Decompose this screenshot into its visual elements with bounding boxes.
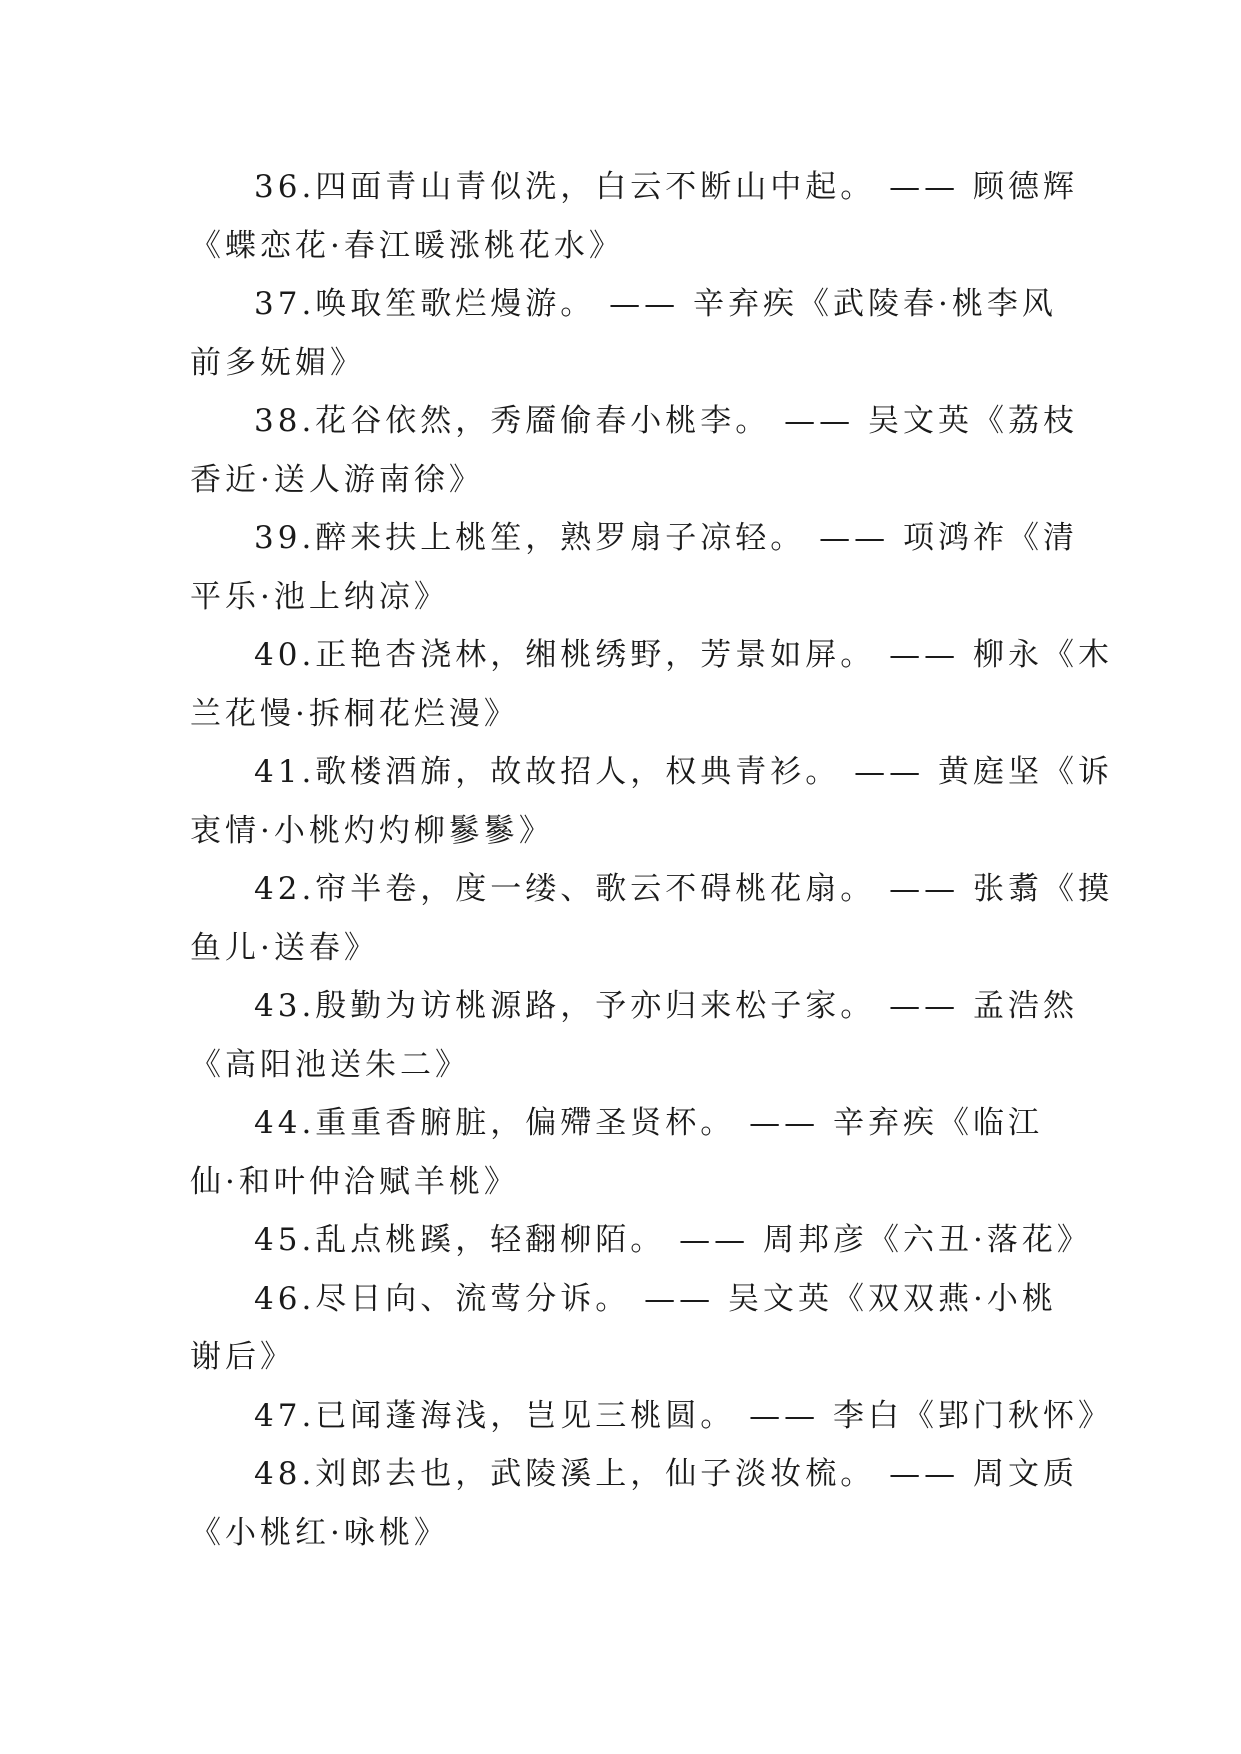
poem-line-37-b: 前多妩媚》 [190,344,365,381]
poem-line-40-b: 兰花慢·拆桐花烂漫》 [190,695,519,732]
poem-line-48-b: 《小桃红·咏桃》 [190,1514,449,1551]
poem-line-42-b: 鱼儿·送春》 [190,929,379,966]
poem-list [190,158,1114,1562]
poem-line-37-a: 37.唤取笙歌烂熳游。 —— 辛弃疾《武陵春·桃李风 [254,286,1057,322]
poem-line-38-a: 38.花谷依然，秀靥偷春小桃李。 —— 吴文英《荔枝 [254,403,1079,439]
poem-line-42-a: 42.帘半卷，度一缕、歌云不碍桃花扇。 —— 张翥《摸 [254,871,1114,907]
poem-line-46-b: 谢后》 [190,1339,295,1375]
poem-line-39-a: 39.醉来扶上桃笙，熟罗扇子凉轻。 —— 项鸿祚《清 [254,520,1079,556]
poem-line-39-b: 平乐·池上纳凉》 [190,578,449,615]
poem-line-36-a: 36.四面青山青似洗，白云不断山中起。 —— 顾德辉 [254,169,1079,205]
poem-line-44-b: 仙·和叶仲洽赋羊桃》 [190,1163,519,1200]
poem-line-41-a: 41.歌楼酒旆，故故招人，权典青衫。 —— 黄庭坚《诉 [254,754,1114,790]
poem-line-46-a: 46.尽日向、流莺分诉。 —— 吴文英《双双燕·小桃 [254,1280,1057,1317]
poem-line-43-a: 43.殷勤为访桃源路，予亦归来松子家。 —— 孟浩然 [254,988,1079,1024]
poem-line-44-a: 44.重重香腑脏，偏殢圣贤杯。 —— 辛弃疾《临江 [254,1105,1044,1141]
poem-line-36-b: 《蝶恋花·春江暖涨桃花水》 [190,227,624,264]
poem-line-48-a: 48.刘郎去也，武陵溪上，仙子淡妆梳。 —— 周文质 [254,1456,1079,1492]
poem-line-45: 45.乱点桃蹊，轻翻柳陌。 —— 周邦彦《六丑·落花》 [254,1222,1092,1258]
poem-line-41-b: 衷情·小桃灼灼柳鬖鬖》 [190,812,554,849]
poem-line-38-b: 香近·送人游南徐》 [190,461,484,498]
poem-line-40-a: 40.正艳杏浇林，缃桃绣野，芳景如屏。 —— 柳永《木 [254,637,1114,673]
poem-line-47: 47.已闻蓬海浅，岂见三桃圆。 —— 李白《郢门秋怀》 [254,1397,1114,1434]
poem-line-43-b: 《高阳池送朱二》 [190,1046,470,1083]
